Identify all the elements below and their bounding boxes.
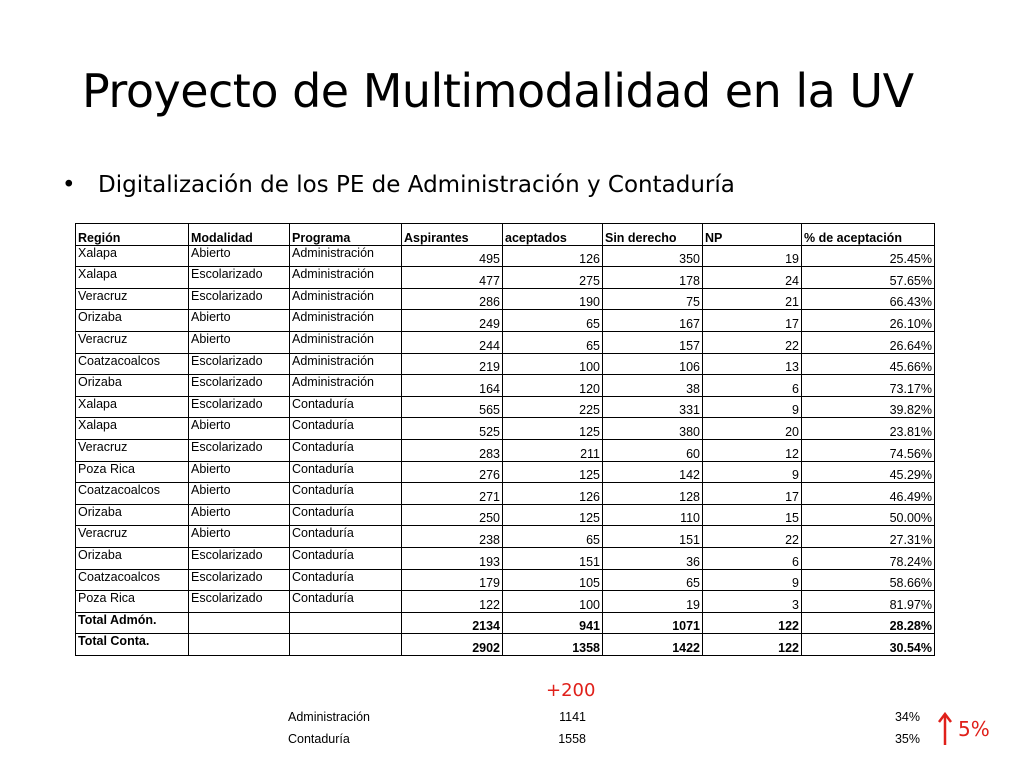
cell-sin-derecho: 110 (603, 504, 703, 526)
cell-aceptados: 125 (503, 504, 603, 526)
cell-aceptados: 100 (503, 353, 603, 375)
cell-region: Total Conta. (76, 634, 189, 656)
summary-block (288, 706, 934, 750)
cell-modalidad: Escolarizado (189, 569, 290, 591)
cell-np: 19 (703, 245, 802, 267)
bullet-item (62, 172, 735, 198)
cell-aceptados: 126 (503, 483, 603, 505)
cell-aspirantes: 249 (402, 310, 503, 332)
table-row (76, 288, 935, 310)
header-modalidad: Modalidad (189, 224, 290, 246)
cell-aspirantes: 250 (402, 504, 503, 526)
cell-modalidad: Abierto (189, 331, 290, 353)
cell-aceptados: 125 (503, 418, 603, 440)
cell-np: 9 (703, 461, 802, 483)
cell-programa: Administración (290, 375, 402, 397)
cell-modalidad: Abierto (189, 483, 290, 505)
table-row (76, 591, 935, 613)
cell-np: 17 (703, 483, 802, 505)
cell-pct-aceptacion: 66.43% (802, 288, 935, 310)
cell-modalidad: Abierto (189, 504, 290, 526)
cell-sin-derecho: 36 (603, 547, 703, 569)
admissions-table (75, 223, 935, 656)
table-row (76, 439, 935, 461)
cell-aspirantes: 164 (402, 375, 503, 397)
percent-callout (938, 712, 990, 746)
cell-programa (290, 634, 402, 656)
cell-pct-aceptacion: 26.10% (802, 310, 935, 332)
cell-np: 3 (703, 591, 802, 613)
cell-np: 9 (703, 569, 802, 591)
cell-np: 12 (703, 439, 802, 461)
cell-region: Orizaba (76, 504, 189, 526)
cell-np: 13 (703, 353, 802, 375)
cell-aceptados: 125 (503, 461, 603, 483)
header-aspirantes: Aspirantes (402, 224, 503, 246)
cell-modalidad: Abierto (189, 526, 290, 548)
percent-label: 5% (958, 717, 990, 741)
cell-programa: Contaduría (290, 504, 402, 526)
cell-pct-aceptacion: 28.28% (802, 612, 935, 634)
header-np: NP (703, 224, 802, 246)
cell-modalidad (189, 634, 290, 656)
table-row (76, 375, 935, 397)
cell-region: Xalapa (76, 267, 189, 289)
cell-modalidad: Escolarizado (189, 591, 290, 613)
cell-modalidad: Abierto (189, 245, 290, 267)
cell-region: Xalapa (76, 245, 189, 267)
cell-sin-derecho: 65 (603, 569, 703, 591)
cell-aspirantes: 271 (402, 483, 503, 505)
cell-region: Poza Rica (76, 591, 189, 613)
cell-region: Poza Rica (76, 461, 189, 483)
summary-value: 1141 (559, 710, 586, 724)
cell-region: Xalapa (76, 418, 189, 440)
cell-programa: Contaduría (290, 396, 402, 418)
cell-pct-aceptacion: 58.66% (802, 569, 935, 591)
cell-programa: Contaduría (290, 483, 402, 505)
cell-aceptados: 65 (503, 310, 603, 332)
cell-np: 22 (703, 526, 802, 548)
cell-modalidad (189, 612, 290, 634)
cell-aspirantes: 276 (402, 461, 503, 483)
cell-programa: Contaduría (290, 461, 402, 483)
cell-programa: Contaduría (290, 526, 402, 548)
cell-sin-derecho: 151 (603, 526, 703, 548)
cell-pct-aceptacion: 23.81% (802, 418, 935, 440)
table-row (76, 526, 935, 548)
cell-aceptados: 211 (503, 439, 603, 461)
cell-aspirantes: 495 (402, 245, 503, 267)
cell-region: Veracruz (76, 288, 189, 310)
cell-aspirantes: 525 (402, 418, 503, 440)
cell-aceptados: 225 (503, 396, 603, 418)
cell-programa: Contaduría (290, 547, 402, 569)
cell-aspirantes: 122 (402, 591, 503, 613)
cell-modalidad: Escolarizado (189, 547, 290, 569)
cell-aceptados: 151 (503, 547, 603, 569)
slide-title: Proyecto de Multimodalidad en la UV (82, 64, 914, 118)
cell-sin-derecho: 350 (603, 245, 703, 267)
cell-programa: Contaduría (290, 591, 402, 613)
cell-np: 122 (703, 612, 802, 634)
summary-row (288, 706, 934, 728)
table-row (76, 569, 935, 591)
cell-pct-aceptacion: 26.64% (802, 331, 935, 353)
cell-programa: Administración (290, 245, 402, 267)
cell-programa: Contaduría (290, 439, 402, 461)
cell-aceptados: 941 (503, 612, 603, 634)
cell-np: 24 (703, 267, 802, 289)
cell-programa: Administración (290, 353, 402, 375)
cell-programa: Contaduría (290, 569, 402, 591)
header-pct-aceptacion: % de aceptación (802, 224, 935, 246)
header-aceptados: aceptados (503, 224, 603, 246)
cell-pct-aceptacion: 74.56% (802, 439, 935, 461)
cell-np: 21 (703, 288, 802, 310)
cell-programa (290, 612, 402, 634)
table-total-row (76, 612, 935, 634)
cell-modalidad: Escolarizado (189, 353, 290, 375)
cell-pct-aceptacion: 25.45% (802, 245, 935, 267)
table-header-row (76, 224, 935, 246)
cell-pct-aceptacion: 78.24% (802, 547, 935, 569)
cell-np: 122 (703, 634, 802, 656)
table-row (76, 267, 935, 289)
cell-sin-derecho: 142 (603, 461, 703, 483)
table-row (76, 396, 935, 418)
cell-programa: Contaduría (290, 418, 402, 440)
cell-pct-aceptacion: 27.31% (802, 526, 935, 548)
cell-pct-aceptacion: 73.17% (802, 375, 935, 397)
cell-np: 15 (703, 504, 802, 526)
cell-np: 6 (703, 375, 802, 397)
cell-np: 22 (703, 331, 802, 353)
cell-region: Orizaba (76, 547, 189, 569)
cell-aspirantes: 565 (402, 396, 503, 418)
cell-pct-aceptacion: 46.49% (802, 483, 935, 505)
cell-sin-derecho: 75 (603, 288, 703, 310)
table-row (76, 310, 935, 332)
cell-sin-derecho: 19 (603, 591, 703, 613)
table-row (76, 547, 935, 569)
cell-aceptados: 126 (503, 245, 603, 267)
cell-aceptados: 1358 (503, 634, 603, 656)
cell-aspirantes: 286 (402, 288, 503, 310)
cell-modalidad: Abierto (189, 310, 290, 332)
cell-aceptados: 105 (503, 569, 603, 591)
cell-programa: Administración (290, 310, 402, 332)
cell-sin-derecho: 1071 (603, 612, 703, 634)
cell-aspirantes: 219 (402, 353, 503, 375)
cell-region: Coatzacoalcos (76, 353, 189, 375)
table-row (76, 418, 935, 440)
cell-modalidad: Abierto (189, 461, 290, 483)
cell-region: Veracruz (76, 331, 189, 353)
cell-region: Coatzacoalcos (76, 483, 189, 505)
cell-modalidad: Abierto (189, 418, 290, 440)
cell-aspirantes: 244 (402, 331, 503, 353)
cell-region: Xalapa (76, 396, 189, 418)
summary-value: 1558 (558, 732, 586, 746)
header-region: Región (76, 224, 189, 246)
cell-pct-aceptacion: 45.29% (802, 461, 935, 483)
cell-sin-derecho: 157 (603, 331, 703, 353)
cell-np: 9 (703, 396, 802, 418)
cell-region: Coatzacoalcos (76, 569, 189, 591)
cell-programa: Administración (290, 288, 402, 310)
cell-aspirantes: 477 (402, 267, 503, 289)
cell-region: Orizaba (76, 375, 189, 397)
cell-modalidad: Escolarizado (189, 288, 290, 310)
cell-pct-aceptacion: 50.00% (802, 504, 935, 526)
cell-pct-aceptacion: 39.82% (802, 396, 935, 418)
summary-label: Administración (288, 710, 370, 724)
up-arrow-icon (938, 712, 952, 746)
cell-modalidad: Escolarizado (189, 396, 290, 418)
table-row (76, 245, 935, 267)
bullet-dot-icon: • (62, 172, 76, 198)
summary-pct: 35% (894, 732, 920, 746)
cell-aceptados: 65 (503, 526, 603, 548)
cell-region: Veracruz (76, 439, 189, 461)
table-row (76, 461, 935, 483)
cell-sin-derecho: 106 (603, 353, 703, 375)
cell-pct-aceptacion: 81.97% (802, 591, 935, 613)
cell-sin-derecho: 178 (603, 267, 703, 289)
cell-modalidad: Escolarizado (189, 375, 290, 397)
header-sin-derecho: Sin derecho (603, 224, 703, 246)
header-programa: Programa (290, 224, 402, 246)
cell-aspirantes: 283 (402, 439, 503, 461)
cell-sin-derecho: 167 (603, 310, 703, 332)
cell-sin-derecho: 128 (603, 483, 703, 505)
cell-modalidad: Escolarizado (189, 267, 290, 289)
cell-sin-derecho: 1422 (603, 634, 703, 656)
cell-np: 17 (703, 310, 802, 332)
delta-label: +200 (546, 680, 596, 701)
summary-row (288, 728, 934, 750)
summary-label: Contaduría (288, 732, 350, 746)
cell-programa: Administración (290, 267, 402, 289)
table-row (76, 483, 935, 505)
table-total-row (76, 634, 935, 656)
cell-pct-aceptacion: 45.66% (802, 353, 935, 375)
table-row (76, 331, 935, 353)
summary-pct: 34% (894, 710, 920, 724)
table-row (76, 353, 935, 375)
table-row (76, 504, 935, 526)
cell-sin-derecho: 60 (603, 439, 703, 461)
cell-sin-derecho: 380 (603, 418, 703, 440)
cell-programa: Administración (290, 331, 402, 353)
cell-aspirantes: 2134 (402, 612, 503, 634)
bullet-text: Digitalización de los PE de Administración y Contaduría (98, 172, 735, 198)
cell-modalidad: Escolarizado (189, 439, 290, 461)
cell-aspirantes: 238 (402, 526, 503, 548)
cell-sin-derecho: 331 (603, 396, 703, 418)
cell-aceptados: 190 (503, 288, 603, 310)
cell-aspirantes: 179 (402, 569, 503, 591)
cell-region: Orizaba (76, 310, 189, 332)
cell-aceptados: 275 (503, 267, 603, 289)
cell-pct-aceptacion: 30.54% (802, 634, 935, 656)
cell-sin-derecho: 38 (603, 375, 703, 397)
cell-region: Total Admón. (76, 612, 189, 634)
cell-aceptados: 100 (503, 591, 603, 613)
cell-aspirantes: 193 (402, 547, 503, 569)
cell-aceptados: 65 (503, 331, 603, 353)
cell-region: Veracruz (76, 526, 189, 548)
cell-aspirantes: 2902 (402, 634, 503, 656)
cell-np: 20 (703, 418, 802, 440)
cell-np: 6 (703, 547, 802, 569)
cell-aceptados: 120 (503, 375, 603, 397)
cell-pct-aceptacion: 57.65% (802, 267, 935, 289)
